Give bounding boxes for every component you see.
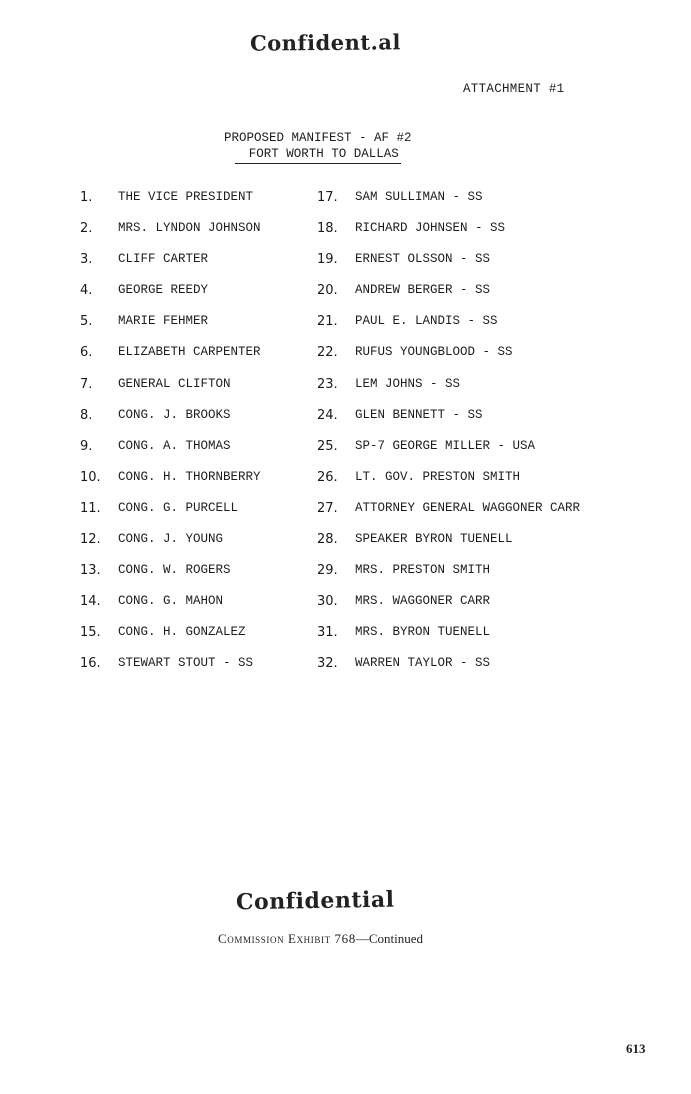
- manifest-entry: [317, 190, 580, 221]
- entry-name: GLEN BENNETT - SS: [355, 407, 483, 422]
- entry-number: 30.: [317, 594, 338, 610]
- manifest-entry: [80, 532, 261, 563]
- entry-name: STEWART STOUT - SS: [118, 656, 254, 671]
- entry-name: GENERAL CLIFTON: [118, 376, 231, 391]
- entry-name: LEM JOHNS - SS: [355, 376, 461, 391]
- entry-name: CONG. J. BROOKS: [118, 407, 231, 422]
- entry-number: 32.: [317, 656, 338, 672]
- manifest-entry: [80, 283, 261, 314]
- entry-number: 22.: [317, 345, 338, 361]
- entry-number: 24.: [317, 407, 338, 423]
- entry-number: 11.: [80, 500, 101, 516]
- entry-number: 18.: [317, 221, 338, 237]
- manifest-entry: [317, 345, 580, 376]
- entry-name: CONG. H. GONZALEZ: [118, 625, 246, 640]
- entry-name: RUFUS YOUNGBLOOD - SS: [355, 345, 513, 360]
- entry-number: 26.: [317, 469, 338, 485]
- confidential-stamp-top: Confident.al: [249, 29, 402, 56]
- manifest-entry: [80, 439, 261, 470]
- entry-number: 3.: [80, 252, 93, 268]
- manifest-entry: [317, 594, 580, 625]
- manifest-entry: [80, 656, 261, 687]
- entry-number: 29.: [317, 563, 338, 579]
- entry-name: ANDREW BERGER - SS: [355, 283, 491, 298]
- entry-number: 17.: [317, 190, 338, 205]
- entry-name: CONG. W. ROGERS: [118, 563, 231, 578]
- manifest-route: FORT WORTH TO DALLAS: [235, 146, 401, 164]
- entry-name: CONG. A. THOMAS: [118, 438, 231, 453]
- exhibit-suffix: —Continued: [355, 931, 423, 946]
- manifest-list-left: [80, 190, 261, 688]
- manifest-entry: [317, 501, 580, 532]
- entry-name: ERNEST OLSSON - SS: [355, 252, 491, 267]
- entry-number: 7.: [80, 376, 93, 392]
- entry-name: CLIFF CARTER: [118, 252, 209, 267]
- manifest-entry: [317, 563, 580, 594]
- entry-name: MRS. LYNDON JOHNSON: [118, 221, 261, 236]
- entry-name: CONG. J. YOUNG: [118, 532, 224, 547]
- manifest-entry: [317, 314, 580, 345]
- manifest-entry: [317, 470, 580, 501]
- entry-number: 5.: [80, 314, 93, 330]
- manifest-entry: [80, 221, 261, 252]
- entry-name: SPEAKER BYRON TUENELL: [355, 532, 513, 547]
- entry-number: 6.: [80, 345, 93, 361]
- entry-number: 31.: [317, 625, 338, 641]
- entry-number: 13.: [80, 563, 101, 579]
- entry-number: 14.: [80, 594, 101, 610]
- entry-number: 25.: [317, 438, 338, 454]
- manifest-entry: [317, 439, 580, 470]
- entry-name: CONG. H. THORNBERRY: [118, 469, 261, 484]
- manifest-entry: [80, 314, 261, 345]
- entry-number: 28.: [317, 532, 338, 548]
- manifest-entry: [317, 377, 580, 408]
- entry-number: 23.: [317, 376, 338, 392]
- entry-number: 19.: [317, 252, 338, 268]
- entry-name: WARREN TAYLOR - SS: [355, 656, 491, 671]
- entry-name: GEORGE REEDY: [118, 283, 209, 298]
- entry-number: 8.: [80, 407, 93, 423]
- manifest-entry: [80, 377, 261, 408]
- manifest-entry: [317, 656, 580, 687]
- manifest-entry: [317, 408, 580, 439]
- manifest-entry: [80, 252, 261, 283]
- exhibit-caption: [218, 931, 423, 947]
- entry-name: PAUL E. LANDIS - SS: [355, 314, 498, 329]
- entry-name: MARIE FEHMER: [118, 314, 209, 329]
- manifest-entry: [80, 345, 261, 376]
- manifest-entry: [80, 563, 261, 594]
- entry-name: RICHARD JOHNSEN - SS: [355, 221, 506, 236]
- entry-number: 20.: [317, 283, 338, 299]
- entry-number: 2.: [80, 221, 93, 237]
- entry-number: 15.: [80, 625, 101, 641]
- manifest-entry: [80, 625, 261, 656]
- entry-number: 16.: [80, 656, 101, 672]
- entry-name: CONG. G. MAHON: [118, 594, 224, 609]
- manifest-entry: [317, 625, 580, 656]
- entry-name: CONG. G. PURCELL: [118, 500, 239, 515]
- attachment-label: ATTACHMENT #1: [463, 82, 565, 96]
- manifest-list-right: [317, 190, 580, 688]
- confidential-stamp-bottom: Confidential: [235, 886, 395, 916]
- entry-number: 1.: [80, 190, 93, 205]
- manifest-entry: [317, 252, 580, 283]
- entry-number: 9.: [80, 438, 93, 454]
- manifest-entry: [317, 283, 580, 314]
- manifest-entry: [80, 501, 261, 532]
- entry-name: SP-7 GEORGE MILLER - USA: [355, 438, 536, 453]
- manifest-entry: [80, 408, 261, 439]
- entry-number: 4.: [80, 283, 93, 299]
- entry-name: MRS. WAGGONER CARR: [355, 594, 491, 609]
- entry-name: THE VICE PRESIDENT: [118, 190, 254, 204]
- exhibit-name: Commission Exhibit 768: [218, 931, 356, 946]
- entry-name: ATTORNEY GENERAL WAGGONER CARR: [355, 500, 581, 515]
- entry-number: 10.: [80, 469, 101, 485]
- entry-name: MRS. PRESTON SMITH: [355, 563, 491, 578]
- entry-name: ELIZABETH CARPENTER: [118, 345, 261, 360]
- manifest-entry: [317, 532, 580, 563]
- entry-name: SAM SULLIMAN - SS: [355, 190, 483, 204]
- manifest-title: PROPOSED MANIFEST - AF #2: [224, 131, 412, 145]
- entry-number: 27.: [317, 500, 338, 516]
- manifest-entry: [80, 594, 261, 625]
- entry-number: 12.: [80, 532, 101, 548]
- manifest-entry: [80, 190, 261, 221]
- entry-number: 21.: [317, 314, 338, 330]
- manifest-heading: [224, 130, 412, 164]
- entry-name: LT. GOV. PRESTON SMITH: [355, 469, 521, 484]
- manifest-entry: [80, 470, 261, 501]
- entry-name: MRS. BYRON TUENELL: [355, 625, 491, 640]
- page-number: 613: [626, 1041, 646, 1056]
- manifest-entry: [317, 221, 580, 252]
